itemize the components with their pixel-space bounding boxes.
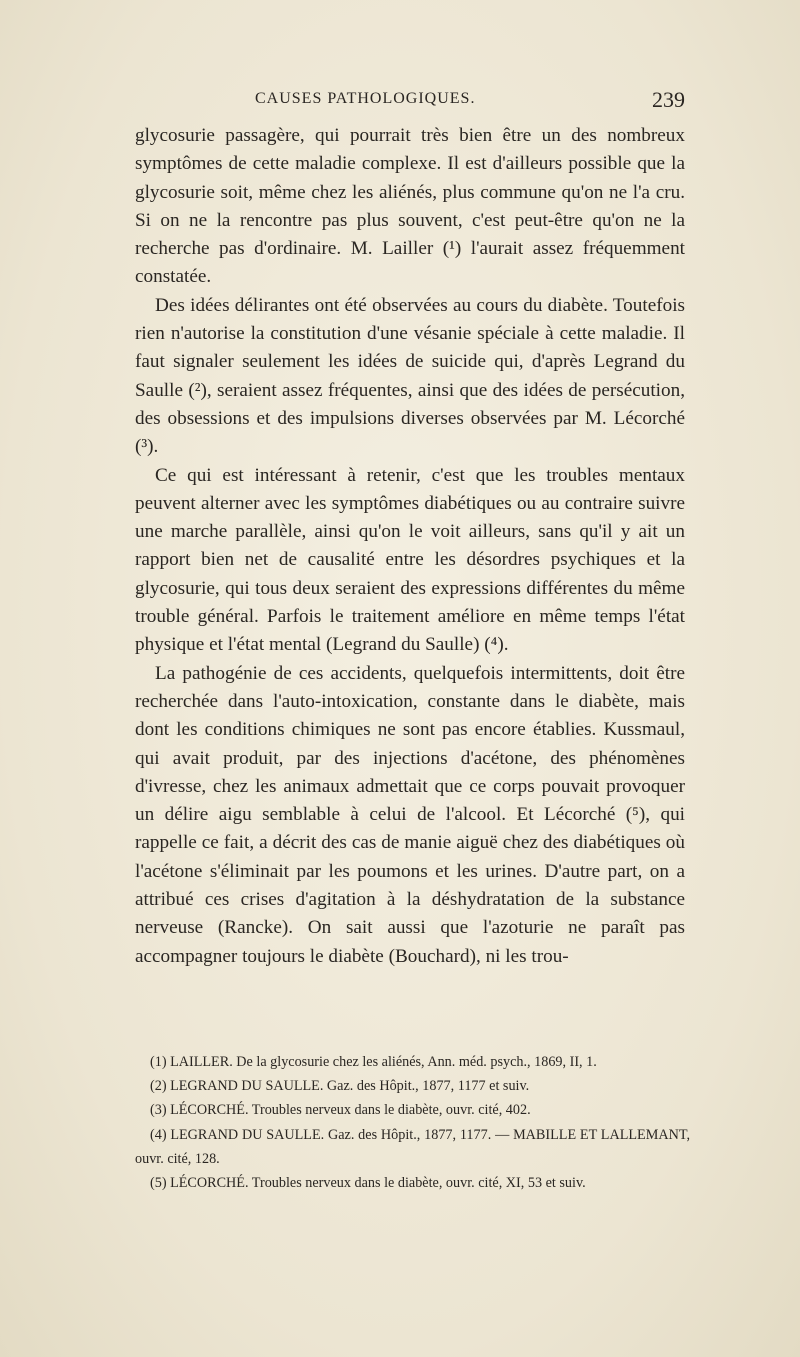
- page-number: 239: [652, 87, 685, 112]
- page-header: [255, 87, 685, 120]
- footnote-5: (5) LÉCORCHÉ. Troubles nerveux dans le diabète, ouvr. cité, XI, 53 et suiv.: [150, 1175, 586, 1192]
- footnotes: [135, 1050, 690, 1195]
- footnote-1: (1) LAILLER. De la glycosurie chez les aliénés, Ann. méd. psych., 1869, II, 1.: [150, 1054, 597, 1070]
- body-text: [135, 122, 685, 971]
- paragraph-1: glycosurie passagère, qui pourrait très bien être un des nombreux symptômes de cette maladie complexe. Il est d'ailleurs possible que la glycosurie soit, même chez les aliénés, plus commune qu'on ne l'a cru. Si on ne la rencontre pas plus souvent, c'est peut-être qu'on ne la recherche pas d'ordinaire. M. Lailler (¹) l'aurait assez fréquemment constatée.: [135, 125, 685, 288]
- running-title: CAUSES PATHOLOGIQUES.: [255, 90, 476, 107]
- footnote-4: (4) LEGRAND DU SAULLE. Gaz. des Hôpit., 1877, 1177. — MABILLE ET LALLEMANT, ouvr. cité, 128.: [135, 1126, 690, 1167]
- footnote-3: (3) LÉCORCHÉ. Troubles nerveux dans le diabète, ouvr. cité, 402.: [150, 1102, 531, 1119]
- paragraph-2: Des idées délirantes ont été observées au cours du diabète. Toutefois rien n'autorise la constitution d'une vésanie spéciale à cette maladie. Il faut signaler seulement les idées de suicide qui, d'après Legrand du Saulle (²), seraient assez fréquentes, ainsi que des idées de persécution, des obsessions et des impulsions diverses observées par M. Lécorché (³).: [135, 294, 685, 458]
- paragraph-3: Ce qui est intéressant à retenir, c'est que les troubles mentaux peuvent alterner avec les symptômes diabétiques ou au contraire suivre une marche parallèle, ainsi qu'on le voit ailleurs, sans qu'il y ait un rapport bien net de causalité entre les désordres psychiques et la glycosurie, qui tous deux seraient des expressions différentes du même trouble général. Parfois le traitement améliore en même temps l'état physique et l'état mental (Legrand du Saulle) (⁴).: [135, 464, 685, 656]
- paragraph-4: La pathogénie de ces accidents, quelquefois intermittents, doit être recherchée dans l'auto-intoxication, constante dans le diabète, mais dont les conditions chimiques ne sont pas encore établies. Kussmaul, qui avait produit, par des injections d'acétone, des phénomènes d'ivresse, chez les animaux admettait que ce corps pouvait provoquer un délire aigu semblable à celui de l'alcool. Et Lécorché (⁵), qui rappelle ce fait, a décrit des cas de manie aiguë chez des diabétiques où l'acétone s'éliminait par les poumons et les urines. D'autre part, on a attribué ces crises d'agitation à la déshydratation de la substance nerveuse (Rancke). On sait aussi que l'azoturie ne paraît pas accompagner toujours le diabète (Bouchard), ni les trou-: [135, 662, 685, 967]
- footnote-2: (2) LEGRAND DU SAULLE. Gaz. des Hôpit., 1877, 1177 et suiv.: [150, 1078, 530, 1095]
